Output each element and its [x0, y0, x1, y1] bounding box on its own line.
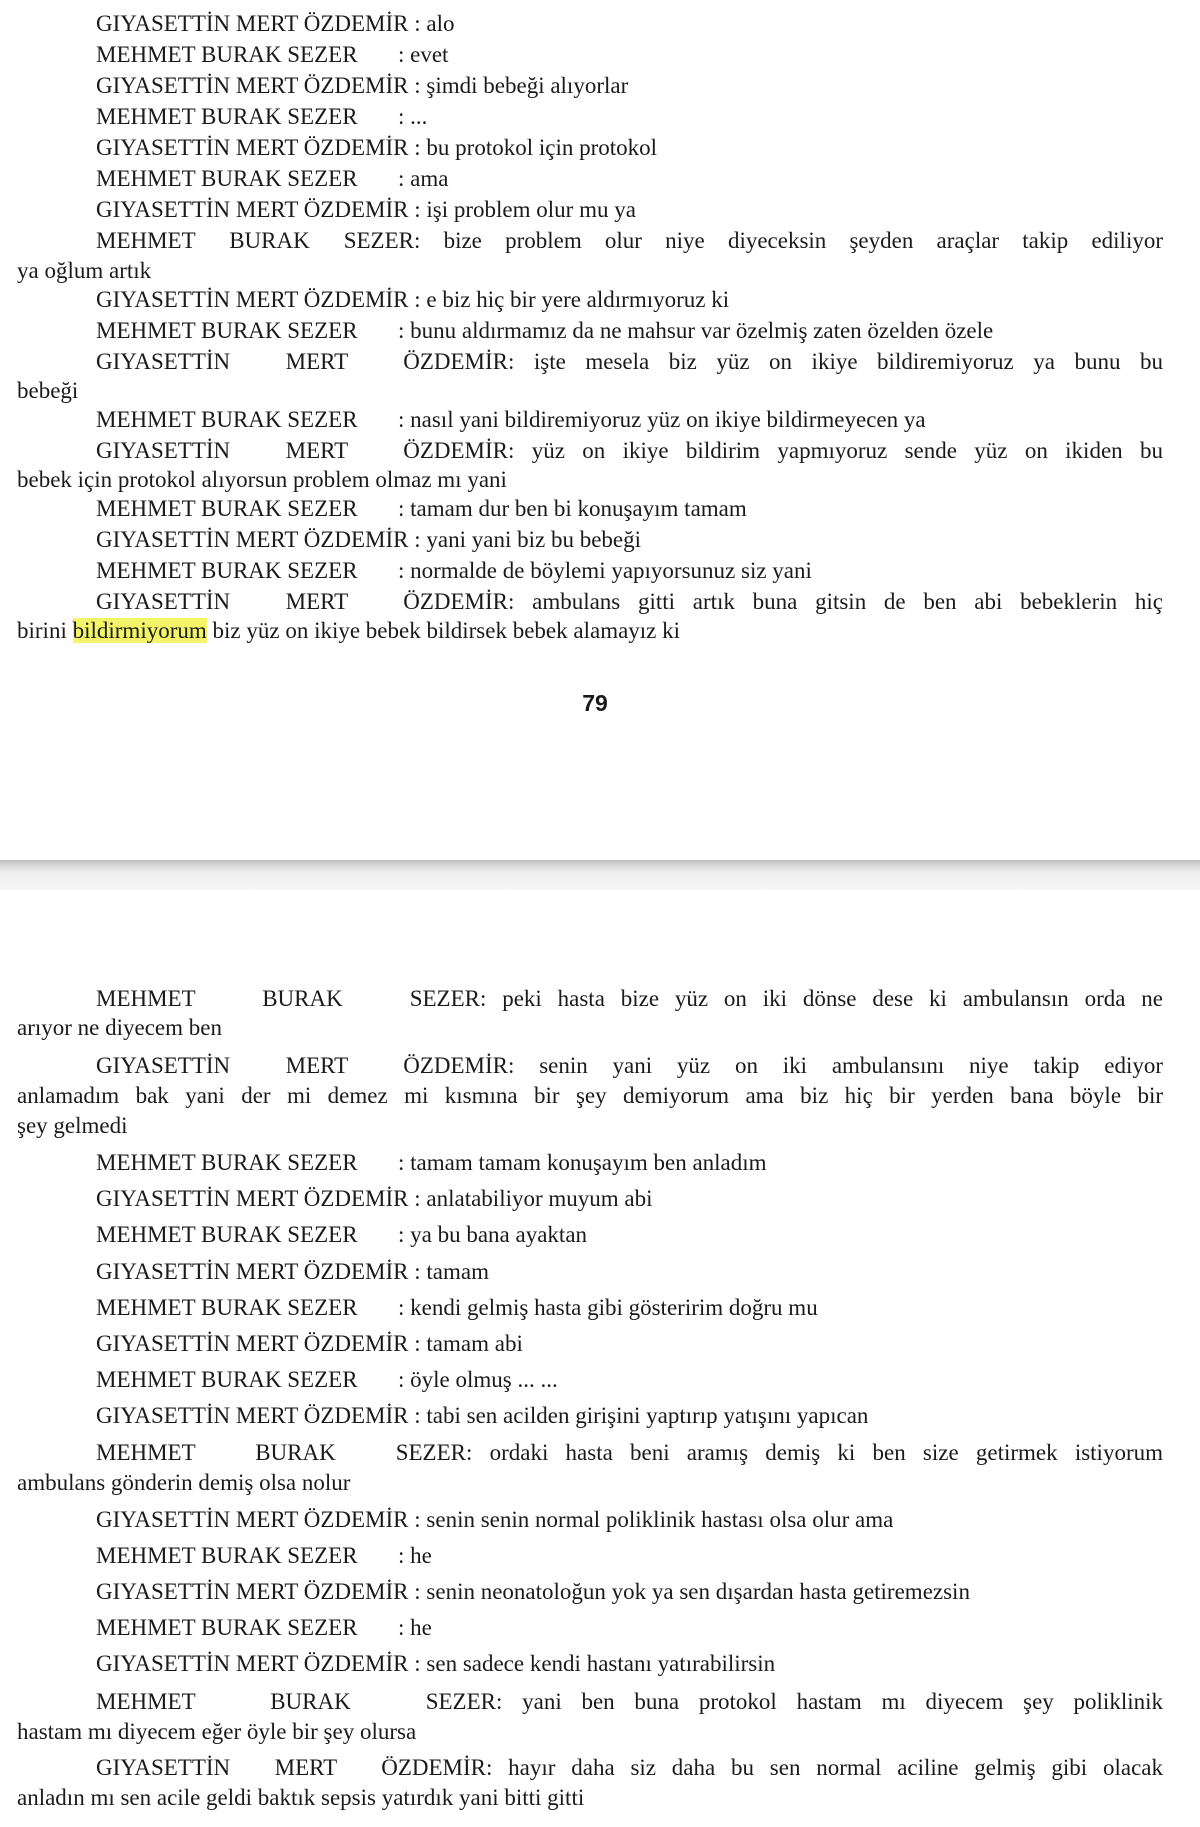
utterance: : tamam abi — [414, 1331, 523, 1356]
utterance: : he — [398, 1615, 432, 1640]
dialogue-line — [96, 1401, 1163, 1431]
utterance: : e biz hiç bir yere aldırmıyoruz ki — [414, 287, 730, 312]
utterance: : ama — [398, 166, 449, 191]
speaker-name: MEHMET BURAK SEZER — [96, 1367, 358, 1392]
utterance: : peki hasta bize yüz on iki dönse dese ki ambulansın orda ne — [480, 986, 1163, 1011]
utterance: : hayır daha siz daha bu sen normal aciline gelmiş gibi olacak — [486, 1755, 1163, 1780]
speaker-name: GIYASETTİN MERT ÖZDEMİR — [96, 287, 409, 312]
speaker-name: GIYASETTİN MERT ÖZDEMİR — [96, 349, 508, 374]
utterance: : senin senin normal poliklinik hastası olsa olur ama — [414, 1507, 894, 1532]
page-number: 79 — [582, 690, 608, 716]
speaker-name: MEHMET BURAK SEZER — [96, 1543, 358, 1568]
dialogue-continuation: anladın mı sen acile geldi baktık sepsis yatırdık yani bitti gitti — [17, 1785, 585, 1810]
speaker-name: GIYASETTİN MERT ÖZDEMİR — [96, 11, 409, 36]
utterance: : öyle olmuş ... ... — [398, 1367, 558, 1392]
speaker-name: GIYASETTİN MERT ÖZDEMİR — [96, 73, 409, 98]
utterance: : tamam tamam konuşayım ben anladım — [398, 1150, 767, 1175]
page-divider — [0, 860, 1200, 890]
speaker-name: MEHMET BURAK SEZER — [96, 104, 358, 129]
utterance: : kendi gelmiş hasta gibi gösteririm doğru mu — [398, 1295, 818, 1320]
dialogue-line — [96, 525, 1163, 555]
dialogue-continuation: anlamadım bak yani der mi demez mi kısmına bir şey demiyorum ama biz hiç bir yerden bana böyle bir — [17, 1083, 1163, 1108]
dialogue-line — [96, 1541, 1163, 1571]
dialogue-line — [96, 40, 1163, 70]
speaker-name: MEHMET BURAK SEZER — [96, 318, 358, 343]
dialogue-line — [96, 164, 1163, 194]
utterance: : senin neonatoloğun yok ya sen dışardan hasta getiremezsin — [414, 1579, 970, 1604]
speaker-name: MEHMET BURAK SEZER — [96, 1689, 496, 1714]
dialogue-line — [96, 1753, 1163, 1783]
speaker-name: MEHMET BURAK SEZER — [96, 1295, 358, 1320]
speaker-name: GIYASETTİN MERT ÖZDEMİR — [96, 135, 409, 160]
speaker-name: MEHMET BURAK SEZER — [96, 407, 358, 432]
speaker-name: GIYASETTİN MERT ÖZDEMİR — [96, 1651, 409, 1676]
dialogue-continuation: hastam mı diyecem eğer öyle bir şey olursa — [17, 1719, 417, 1744]
utterance: : nasıl yani bildiremiyoruz yüz on ikiye bildirmeyecen ya — [398, 407, 926, 432]
dialogue-line — [96, 1184, 1163, 1214]
text-before: birini — [17, 618, 67, 643]
speaker-name: GIYASETTİN MERT ÖZDEMİR — [96, 589, 508, 614]
speaker-name: GIYASETTİN MERT ÖZDEMİR — [96, 1579, 409, 1604]
dialogue-line — [96, 494, 1163, 524]
utterance: : bunu aldırmamız da ne mahsur var özelmiş zaten özelden özele — [398, 318, 994, 343]
dialogue-line — [96, 984, 1163, 1014]
dialogue-line — [96, 1365, 1163, 1395]
dialogue-continuation: ambulans gönderin demiş olsa nolur — [17, 1470, 351, 1495]
utterance: : senin yani yüz on iki ambulansını niye takip ediyor — [508, 1053, 1163, 1078]
utterance: : he — [398, 1543, 432, 1568]
speaker-name: MEHMET BURAK SEZER — [96, 986, 480, 1011]
speaker-name: MEHMET BURAK SEZER — [96, 558, 358, 583]
utterance: : ... — [398, 104, 428, 129]
utterance: : tamam — [414, 1259, 489, 1284]
speaker-name: GIYASETTİN MERT ÖZDEMİR — [96, 1331, 409, 1356]
dialogue-continuation: bebek için protokol alıyorsun problem olmaz mı yani — [17, 467, 507, 492]
speaker-name: MEHMET BURAK SEZER — [96, 228, 414, 253]
utterance: : bu protokol için protokol — [414, 135, 658, 160]
speaker-name: GIYASETTİN MERT ÖZDEMİR — [96, 527, 409, 552]
transcript-page-79 — [0, 0, 1200, 860]
utterance: : evet — [398, 42, 449, 67]
utterance: : alo — [414, 11, 455, 36]
speaker-name: MEHMET BURAK SEZER — [96, 496, 358, 521]
speaker-name: GIYASETTİN MERT ÖZDEMİR — [96, 1507, 409, 1532]
dialogue-continuation: bebeği — [17, 378, 79, 403]
utterance: : ordaki hasta beni aramış demiş ki ben size getirmek istiyorum — [466, 1440, 1163, 1465]
dialogue-line — [96, 1051, 1163, 1081]
dialogue-continuation: ya oğlum artık — [17, 258, 152, 283]
dialogue-line — [96, 1438, 1163, 1468]
dialogue-line — [96, 1148, 1163, 1178]
speaker-name: GIYASETTİN MERT ÖZDEMİR — [96, 1186, 409, 1211]
dialogue-line — [96, 195, 1163, 225]
utterance: : yani ben buna protokol hastam mı diyecem şey poliklinik — [496, 1689, 1163, 1714]
utterance: : işi problem olur mu ya — [414, 197, 636, 222]
dialogue-line — [96, 226, 1163, 256]
dialogue-line — [96, 102, 1163, 132]
utterance: : ya bu bana ayaktan — [398, 1222, 588, 1247]
speaker-name: MEHMET BURAK SEZER — [96, 1615, 358, 1640]
speaker-name: MEHMET BURAK SEZER — [96, 1150, 358, 1175]
dialogue-line — [96, 405, 1163, 435]
utterance: : yüz on ikiye bildirim yapmıyoruz sende yüz on ikiden bu — [508, 438, 1163, 463]
speaker-name: MEHMET BURAK SEZER — [96, 166, 358, 191]
dialogue-continuation — [17, 616, 1163, 646]
dialogue-line — [96, 1329, 1163, 1359]
highlighted-word: bildirmiyorum — [72, 618, 207, 643]
speaker-name: GIYASETTİN MERT ÖZDEMİR — [96, 1053, 508, 1078]
utterance: : tamam dur ben bi konuşayım tamam — [398, 496, 747, 521]
utterance: : işte mesela biz yüz on ikiye bildiremiyoruz ya bunu bu — [508, 349, 1163, 374]
dialogue-line — [96, 1293, 1163, 1323]
dialogue-line — [96, 436, 1163, 466]
dialogue-line — [96, 316, 1163, 346]
speaker-name: MEHMET BURAK SEZER — [96, 1440, 466, 1465]
dialogue-line — [96, 1505, 1163, 1535]
dialogue-line — [96, 133, 1163, 163]
dialogue-line — [96, 1687, 1163, 1717]
utterance: : ambulans gitti artık buna gitsin de ben abi bebeklerin hiç — [508, 589, 1163, 614]
utterance: : şimdi bebeği alıyorlar — [414, 73, 629, 98]
dialogue-line — [96, 71, 1163, 101]
utterance: : tabi sen acilden girişini yaptırıp yatışını yapıcan — [414, 1403, 869, 1428]
dialogue-line — [96, 556, 1163, 586]
speaker-name: MEHMET BURAK SEZER — [96, 1222, 358, 1247]
speaker-name: GIYASETTİN MERT ÖZDEMİR — [96, 1755, 486, 1780]
dialogue-line — [96, 587, 1163, 617]
dialogue-line — [96, 1220, 1163, 1250]
utterance: : normalde de böylemi yapıyorsunuz siz yani — [398, 558, 812, 583]
dialogue-line — [96, 1613, 1163, 1643]
dialogue-line — [96, 347, 1163, 377]
speaker-name: GIYASETTİN MERT ÖZDEMİR — [96, 1403, 409, 1428]
dialogue-continuation: arıyor ne diyecem ben — [17, 1015, 222, 1040]
speaker-name: GIYASETTİN MERT ÖZDEMİR — [96, 438, 508, 463]
dialogue-line — [96, 1257, 1163, 1287]
speaker-name: GIYASETTİN MERT ÖZDEMİR — [96, 1259, 409, 1284]
utterance: : anlatabiliyor muyum abi — [414, 1186, 653, 1211]
text-after: biz yüz on ikiye bebek bildirsek bebek alamayız ki — [212, 618, 681, 643]
speaker-name: MEHMET BURAK SEZER — [96, 42, 358, 67]
dialogue-line — [96, 1577, 1163, 1607]
dialogue-continuation: şey gelmedi — [17, 1113, 128, 1138]
dialogue-line — [96, 1649, 1163, 1679]
utterance: : bize problem olur niye diyeceksin şeyden araçlar takip ediliyor — [414, 228, 1163, 253]
speaker-name: GIYASETTİN MERT ÖZDEMİR — [96, 197, 409, 222]
dialogue-line — [96, 285, 1163, 315]
dialogue-line — [96, 9, 1163, 39]
utterance: : sen sadece kendi hastanı yatırabilirsin — [414, 1651, 776, 1676]
utterance: : yani yani biz bu bebeği — [414, 527, 642, 552]
